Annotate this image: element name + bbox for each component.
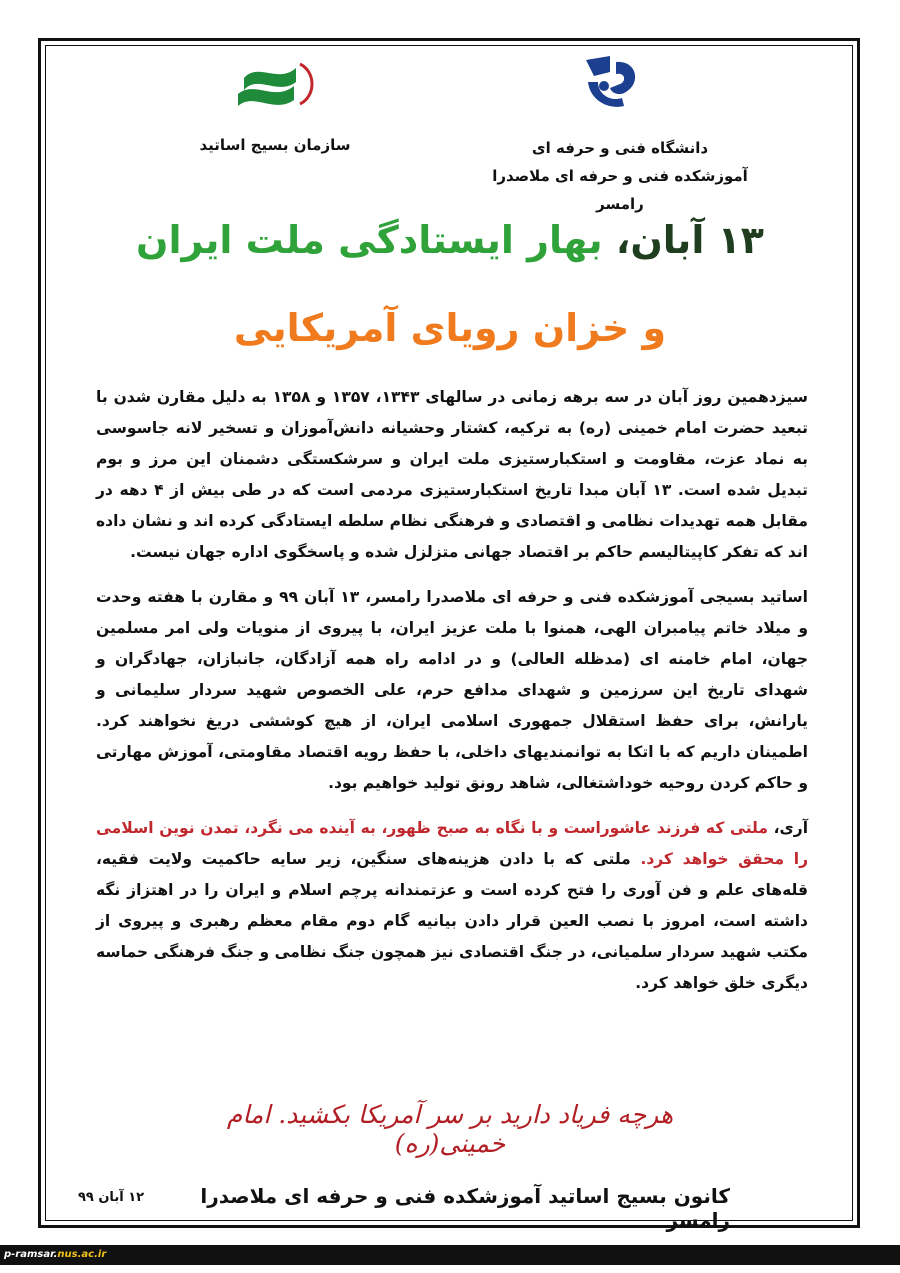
paragraph-2: اساتید بسیجی آموزشکده فنی و حرفه ای ملاصدرا رامسر، ۱۳ آبان ۹۹ و مقارن با هفته وحدت و میلاد خاتم پیامبران الهی، همنوا با ملت عزیز ایران، با پیروی از منویات ولی امر مسلمین جهان، امام خامنه ای (مدظله العالی) و در ادامه راه همه آزادگان، جانبازان، جهادگران و شهدای تاریخ این سرزمین و شهدای مدافع حرم، علی الخصوص شهید سردار سلیمانی و یارانش، برای حفظ استقلال جمهوری اسلامی ایران، از هیچ کوششی دریغ نخواهند کرد. اطمینان داریم که با اتکا به توانمندیهای داخلی، با حفظ رویه اقتصاد مقاومتی، آموزش مهارتی و حاکم کردن روحیه خوداشتغالی، شاهد رونق تولید خواهیم بود.: [96, 588, 808, 792]
paragraph-3-highlight: ملتی که فرزند عاشوراست و با نگاه به صبح ظهور، به آینده می نگرد، تمدن نوین اسلامی را محقق خواهد کرد.: [96, 819, 808, 868]
article-body: [96, 382, 808, 1013]
paragraph-3-rest: ملتی که با دادن هزینه‌های سنگین، زیر سایه حاکمیت ولایت فقیه، قله‌های علم و فن آوری را فتح کرده است و عزتمندانه پرچم اسلام و ایران را در اهتزاز نگه داشته است، امروز با نصب العین قرار دادن بیانیه گام دوم مقام معظم رهبری و پیروی از مکتب شهید سردار سلمیانی، در جنگ اقتصادی نیز همچون جنگ نظامی و جنگ فرهنگی حماسه دیگری خلق خواهد کرد.: [96, 850, 808, 992]
url-bar: [0, 1245, 900, 1265]
headline-line-1: [60, 218, 840, 262]
paragraph-3: [96, 813, 808, 999]
calligraphy-quote: هرچه فریاد دارید بر سر آمریکا بکشید. امام خمینی(ره): [226, 1100, 674, 1158]
headline-main: بهار ایستادگی ملت ایران: [136, 218, 603, 262]
paragraph-3-lead: آری،: [773, 819, 809, 837]
college-name: آموزشکده فنی و حرفه ای ملاصدرا رامسر: [492, 167, 748, 213]
site-url[interactable]: [4, 1249, 106, 1260]
footer-signature: کانون بسیج اساتید آموزشکده فنی و حرفه ای ملاصدرا رامسر: [200, 1184, 730, 1232]
footer-date: ۱۲ آبان ۹۹: [77, 1190, 145, 1205]
university-logo-icon: [580, 52, 646, 112]
university-name: دانشگاه فنی و حرفه ای: [531, 139, 709, 157]
site-url-domain: nus.ac.ir: [57, 1249, 107, 1260]
paragraph-1: سیزدهمین روز آبان در سه برهه زمانی در سالهای ۱۳۴۳، ۱۳۵۷ و ۱۳۵۸ به دلیل مقارن شدن با تبعید حضرت امام خمینی (ره) به ترکیه، کشتار وحشیانه دانش‌آموزان و تسخیر لانه جاسوسی به نماد عزت، مقاومت و استکبارستیزی ملت ایران و سرشکستگی دشمنان این مرز و بوم تبدیل شده است. ۱۳ آبان مبدا تاریخ استکبارستیزی مردمی است که در طی بیش از ۴ دهه در مقابل همه تهدیدات نظامی و اقتصادی و فرهنگی نظام سلطه ایستادگی کرده اند و نشان داده اند که تفکر کاپیتالیسم حاکم بر اقتصاد جهانی متزلزل شده و پاسخگوی اداره جهان نیست.: [96, 388, 808, 561]
org-name-university: [470, 134, 770, 218]
site-url-prefix: p-ramsar.: [4, 1249, 58, 1260]
headline-date: ۱۳ آبان،: [615, 218, 764, 262]
org-name-basij: سازمان بسیج اساتید: [199, 136, 351, 154]
headline-line-2: و خزان رویای آمریکایی: [233, 306, 667, 350]
basij-logo-icon: [234, 58, 318, 114]
